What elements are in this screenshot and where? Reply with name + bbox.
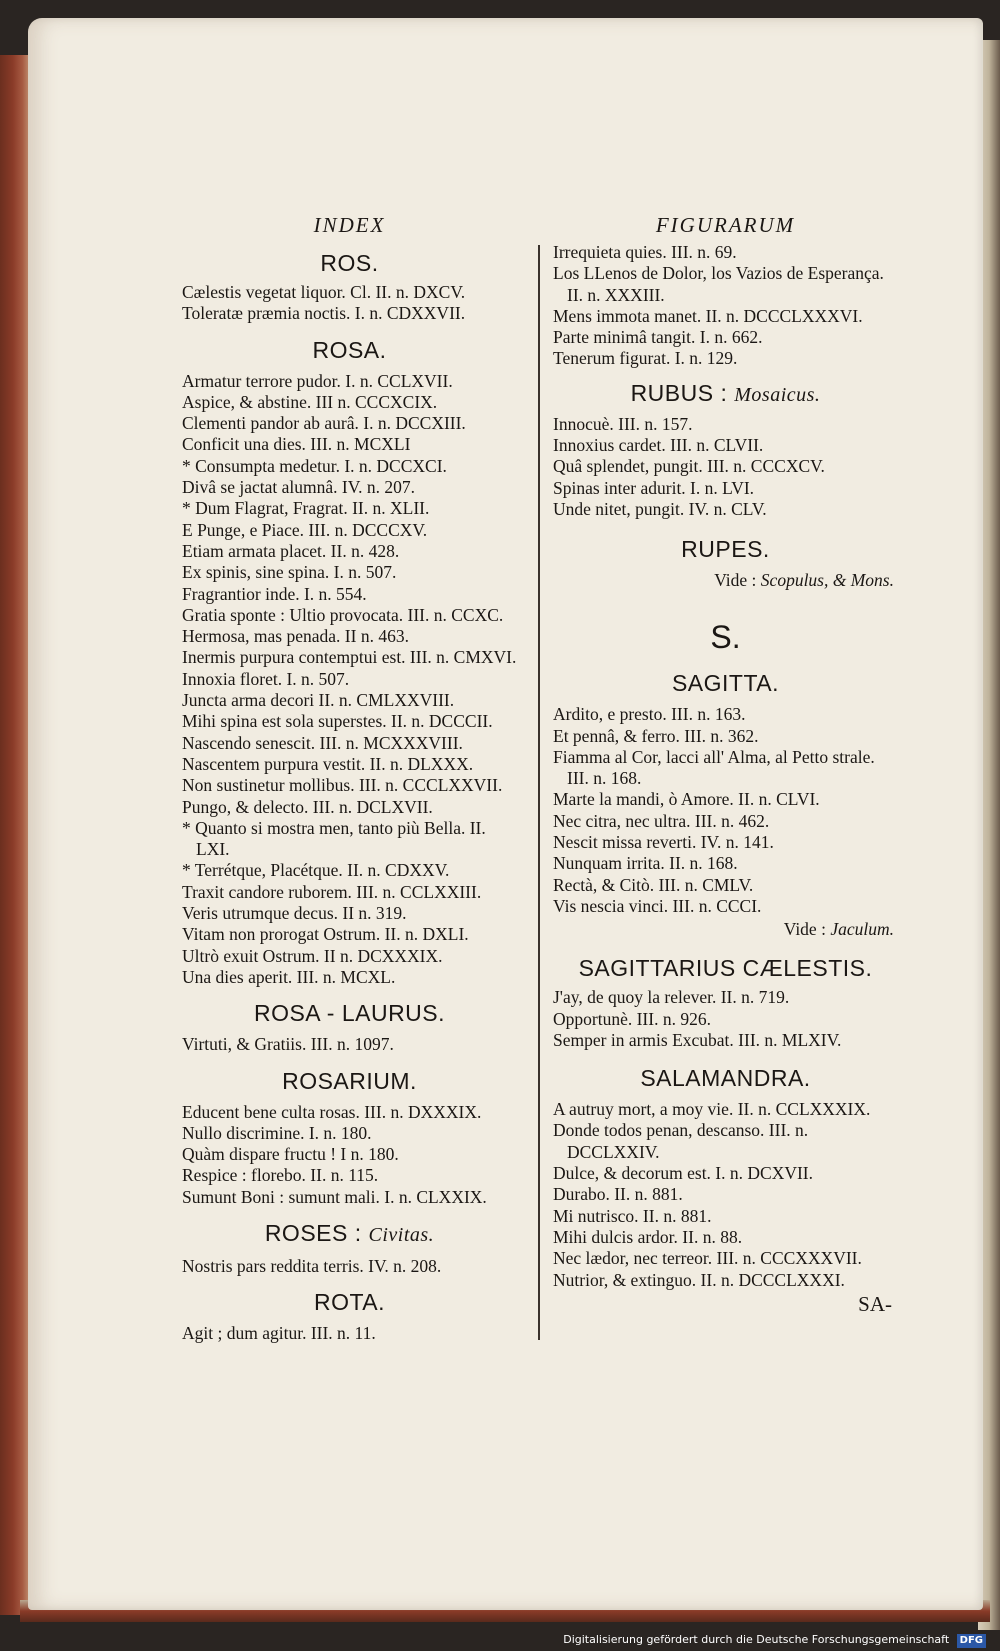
index-entry: Una dies aperit. III. n. MCXL.	[182, 966, 396, 987]
vide-reference	[553, 917, 898, 941]
index-entry: Non sustinetur mollibus. III. n. CCCLXXVII.	[182, 775, 503, 796]
index-entry: Respice : florebo. II. n. 115.	[182, 1165, 379, 1186]
index-entry: Nec lædor, nec terreor. III. n. CCCXXXVII.	[553, 1248, 862, 1269]
index-entry: Nunquam irrita. II. n. 168.	[553, 853, 738, 874]
section-heading-main: ROSA.	[312, 336, 387, 363]
vide-reference	[553, 568, 898, 592]
index-entry: Unde nitet, pungit. IV. n. CLV.	[553, 498, 767, 519]
index-entry: Nostris pars reddita terris. IV. n. 208.	[182, 1255, 442, 1276]
vide-label: Vide :	[783, 919, 826, 940]
index-entry: Etiam armata placet. II. n. 428.	[182, 540, 400, 561]
index-entry: Gratia sponte : Ultio provocata. III. n. CCXC.	[182, 604, 504, 625]
salamandra-entries	[553, 1099, 898, 1291]
index-entry: Aspice, & abstine. III n. CCCXCIX.	[182, 391, 438, 412]
index-entry: Mi nutrisco. II. n. 881.	[553, 1205, 712, 1226]
heading-rubus	[553, 376, 898, 412]
index-entry: Fragrantior inde. I. n. 554.	[182, 583, 367, 604]
index-entry: Clementi pandor ab aurâ. I. n. DCCXIII.	[182, 413, 466, 434]
index-entry: Innoxia floret. I. n. 507.	[182, 668, 350, 689]
heading-sagittarius: SAGITTARIUS CÆLESTIS.	[578, 955, 873, 982]
index-entry: * Consumpta medetur. I. n. DCCXCI.	[182, 455, 447, 476]
index-entry: Innocuè. III. n. 157.	[553, 413, 693, 434]
rubus-entries	[553, 414, 898, 520]
index-entry: Nascendo senescit. III. n. MCXXXVIII.	[182, 732, 463, 753]
section-entries	[182, 371, 517, 989]
heading-rubus-sub: Mosaicus.	[734, 383, 821, 406]
index-entry: Innoxius cardet. III. n. CLVII.	[553, 435, 764, 456]
index-entry: Divâ se jactat alumnâ. IV. n. 207.	[182, 477, 415, 498]
vide-label: Vide :	[714, 570, 757, 591]
section-letter: S.	[710, 619, 741, 656]
index-entry: Donde todos penan, descanso. III. n. DCCLXXIV.	[553, 1120, 809, 1162]
index-entry: Semper in armis Excubat. III. n. MLXIV.	[553, 1029, 842, 1050]
section-heading-main: ROS.	[320, 250, 379, 276]
index-entry: Nec citra, nec ultra. III. n. 462.	[553, 810, 770, 831]
heading-rupes: RUPES.	[681, 536, 770, 563]
section-entries	[182, 1323, 517, 1344]
index-entry: Durabo. II. n. 881.	[553, 1184, 683, 1205]
right-column	[553, 210, 898, 1317]
index-entry: Dulce, & decorum est. I. n. DCXVII.	[553, 1163, 814, 1184]
index-entry: J'ay, de quoy la relever. II. n. 719.	[553, 987, 790, 1008]
heading-salamandra: SALAMANDRA.	[640, 1065, 811, 1092]
index-entry: Nullo discrimine. I. n. 180.	[182, 1122, 372, 1143]
index-entry: Inermis purpura contemptui est. III. n. CMXVI.	[182, 647, 517, 668]
index-entry: Armatur terrore pudor. I. n. CCLXVII.	[182, 370, 453, 391]
index-entry: Opportunè. III. n. 926.	[553, 1008, 711, 1029]
vide-target: Jaculum.	[830, 919, 894, 940]
footer-text: Digitalisierung gefördert durch die Deutsche Forschungsgemeinschaft	[563, 1633, 950, 1646]
index-entry: * Quanto si mostra men, tanto più Bella. II. LXI.	[182, 817, 486, 860]
index-entry: Mihi dulcis ardor. II. n. 88.	[553, 1226, 743, 1247]
column-rule	[538, 245, 540, 1340]
index-entry: Los LLenos de Dolor, los Vazios de Esperança. II. n. XXXIII.	[553, 263, 884, 305]
index-entry: Marte la mandi, ò Amore. II. n. CLVI.	[553, 789, 820, 810]
index-entry: Toleratæ præmia noctis. I. n. CDXXVII.	[182, 303, 466, 324]
index-entry: Sumunt Boni : sumunt mali. I. n. CLXXIX.	[182, 1186, 487, 1207]
index-entry: Spinas inter adurit. I. n. LVI.	[553, 477, 755, 498]
left-sections	[182, 246, 517, 1345]
index-entry: Rectà, & Citò. III. n. CMLV.	[553, 874, 754, 895]
index-entry: Veris utrumque decus. II n. 319.	[182, 903, 407, 924]
left-column	[182, 210, 517, 1345]
section-heading	[182, 1216, 517, 1252]
dfg-logo: DFG	[957, 1634, 986, 1648]
running-head-left: INDEX	[313, 213, 386, 237]
index-entry: Educent bene culta rosas. III. n. DXXXIX.	[182, 1101, 482, 1122]
section-entries	[182, 282, 517, 325]
index-entry: Nascentem purpura vestit. II. n. DLXXX.	[182, 753, 474, 774]
index-entry: Irrequieta quies. III. n. 69.	[553, 242, 737, 262]
index-entry: Pungo, & delecto. III. n. DCLXVII.	[182, 796, 433, 817]
index-entry: A autruy mort, a moy vie. II. n. CCLXXXIX.	[553, 1099, 871, 1120]
section-heading	[182, 1285, 517, 1319]
index-entry: Tenerum figurat. I. n. 129.	[553, 348, 738, 369]
index-entry: Vis nescia vinci. III. n. CCCI.	[553, 895, 762, 916]
index-entry: Cælestis vegetat liquor. Cl. II. n. DXCV.	[182, 282, 466, 302]
heading-rubus-main: RUBUS :	[630, 379, 728, 406]
index-entry: Juncta arma decori II. n. CMLXXVIII.	[182, 690, 455, 711]
index-entry: Parte minimâ tangit. I. n. 662.	[553, 327, 763, 348]
index-entry: Conficit una dies. III. n. MCXLI	[182, 434, 411, 455]
footer-credit	[563, 1633, 986, 1647]
index-entry: * Dum Flagrat, Fragrat. II. n. XLII.	[182, 498, 430, 519]
section-heading	[182, 246, 517, 280]
section-entries	[182, 1102, 517, 1208]
index-entry: Traxit candore ruborem. III. n. CCLXXIII.	[182, 881, 482, 902]
running-head-right: FIGURARUM	[655, 213, 796, 237]
index-entry: Ultrò exuit Ostrum. II n. DCXXXIX.	[182, 945, 443, 966]
index-entry: Hermosa, mas penada. II n. 463.	[182, 626, 409, 647]
index-entry: Quàm dispare fructu ! I n. 180.	[182, 1144, 399, 1165]
index-entry: Et pennâ, & ferro. III. n. 362.	[553, 725, 759, 746]
section-heading	[182, 333, 517, 367]
index-entry: Ardito, e presto. III. n. 163.	[553, 704, 746, 725]
section-heading-main: ROSARIUM.	[282, 1067, 417, 1094]
sagittarius-entries	[553, 987, 898, 1051]
vide-target: Scopulus, & Mons.	[760, 570, 894, 591]
catchword: SA-	[858, 1291, 892, 1316]
sagitta-entries	[553, 704, 898, 917]
index-entry: Agit ; dum agitur. III. n. 11.	[182, 1323, 376, 1344]
section-entries	[182, 1034, 517, 1055]
index-entry: Vitam non prorogat Ostrum. II. n. DXLI.	[182, 924, 469, 945]
continued-entries	[553, 242, 898, 370]
index-entry: Ex spinis, sine spina. I. n. 507.	[182, 562, 397, 583]
index-entry: Mens immota manet. II. n. DCCCLXXXVI.	[553, 305, 863, 326]
index-entry: Fiamma al Cor, lacci all' Alma, al Petto strale. III. n. 168.	[553, 746, 875, 789]
index-entry: Nescit missa reverti. IV. n. 141.	[553, 832, 774, 853]
index-entry: E Punge, e Piace. III. n. DCCCXV.	[182, 519, 428, 540]
section-heading	[182, 996, 517, 1030]
index-entry: Nutrior, & extinguo. II. n. DCCCLXXXI.	[553, 1269, 845, 1290]
section-heading-main: ROSES :	[264, 1219, 362, 1246]
section-heading-main: ROSA - LAURUS.	[253, 1000, 446, 1027]
heading-sagitta: SAGITTA.	[671, 670, 780, 697]
section-entries	[182, 1256, 517, 1277]
section-heading-main: ROTA.	[313, 1289, 386, 1316]
section-heading-sub: Civitas.	[368, 1223, 435, 1246]
index-entry: Mihi spina est sola superstes. II. n. DCCCII.	[182, 711, 493, 732]
index-entry: Quâ splendet, pungit. III. n. CCCXCV.	[553, 456, 825, 477]
index-entry: * Terrétque, Placétque. II. n. CDXXV.	[182, 860, 450, 881]
index-entry: Virtuti, & Gratiis. III. n. 1097.	[182, 1034, 394, 1055]
section-heading	[182, 1064, 517, 1098]
